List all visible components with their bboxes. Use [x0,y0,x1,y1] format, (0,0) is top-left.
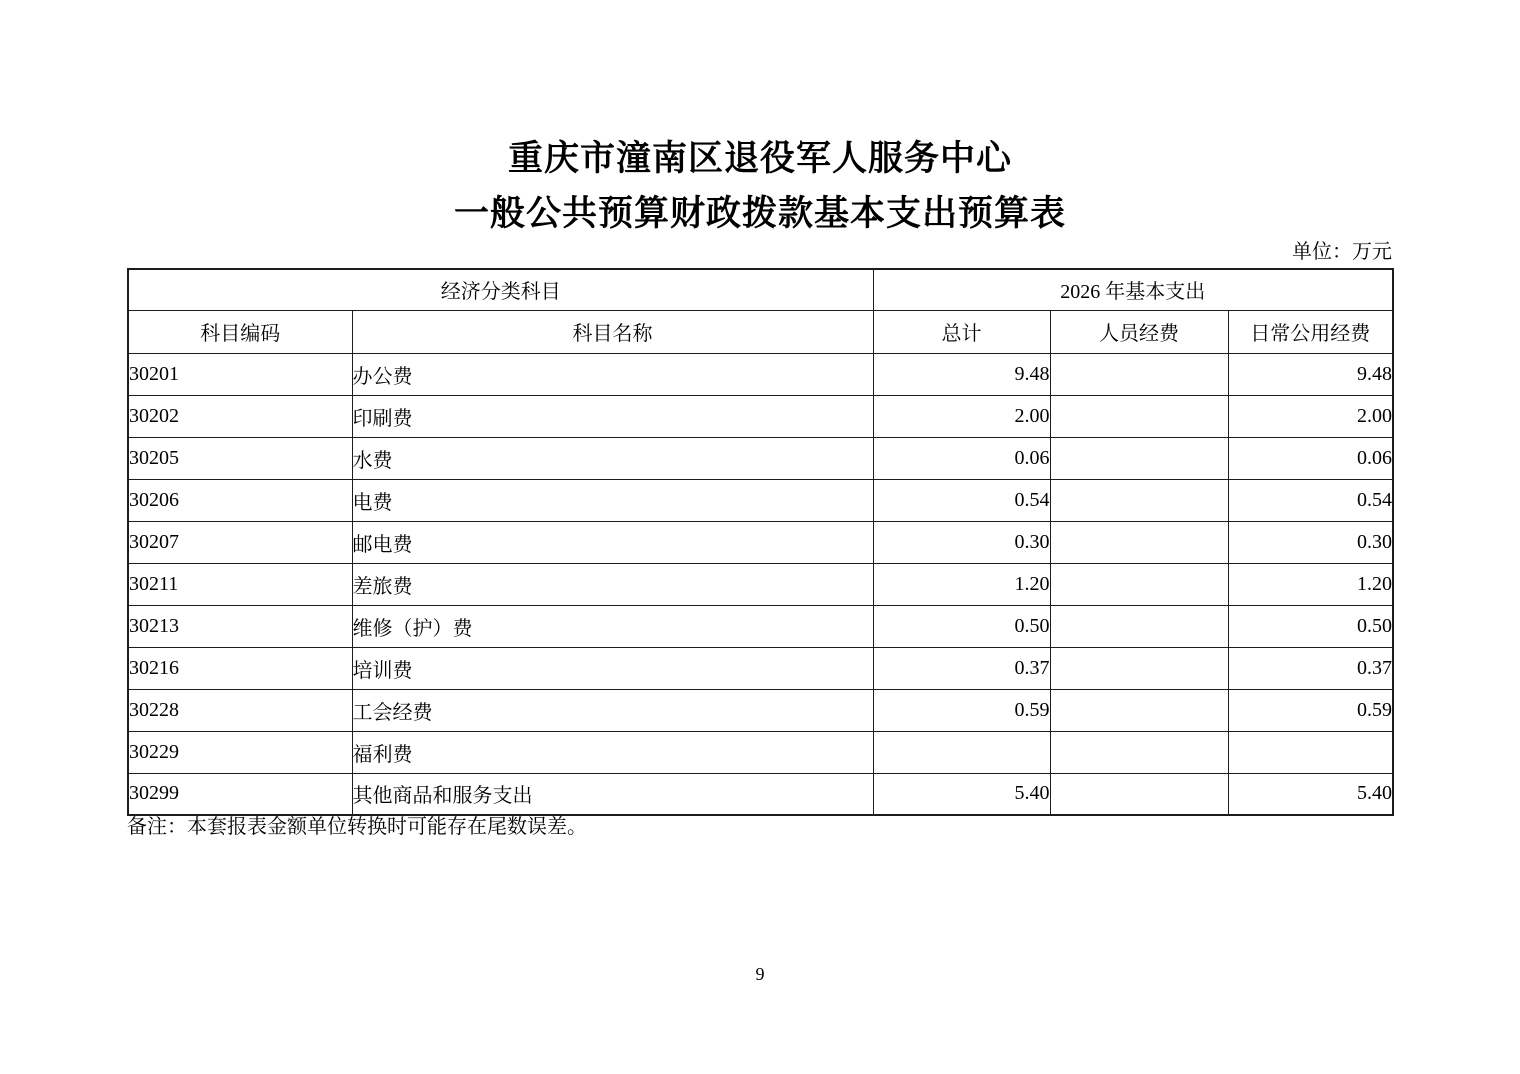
total-cell: 0.30 [873,521,1050,563]
daily-cell: 0.06 [1228,437,1393,479]
daily-cell [1228,731,1393,773]
total-cell: 0.59 [873,689,1050,731]
total-cell: 5.40 [873,773,1050,815]
personnel-cell [1050,437,1228,479]
column-header-total: 总计 [873,310,1050,353]
personnel-cell [1050,647,1228,689]
subject-name-cell: 维修（护）费 [352,605,873,647]
subject-name-cell: 其他商品和服务支出 [352,773,873,815]
page-number: 9 [755,964,765,984]
budget-table [127,268,1394,816]
subject-code-cell: 30228 [128,689,352,731]
table-row [128,479,1393,521]
column-header-daily-public-funds: 日常公用经费 [1228,310,1393,353]
daily-cell: 0.54 [1228,479,1393,521]
daily-cell: 0.30 [1228,521,1393,563]
table-row [128,773,1393,815]
daily-cell: 1.20 [1228,563,1393,605]
daily-cell: 9.48 [1228,353,1393,395]
subject-name-cell: 电费 [352,479,873,521]
column-header-subject-name: 科目名称 [352,310,873,353]
personnel-cell [1050,605,1228,647]
daily-cell: 5.40 [1228,773,1393,815]
subject-name-cell: 福利费 [352,731,873,773]
subject-code-cell: 30211 [128,563,352,605]
total-cell: 1.20 [873,563,1050,605]
subject-code-cell: 30299 [128,773,352,815]
subject-name-cell: 差旅费 [352,563,873,605]
total-cell: 0.54 [873,479,1050,521]
column-header-personnel-funds: 人员经费 [1050,310,1228,353]
personnel-cell [1050,479,1228,521]
table-row [128,563,1393,605]
group-header-economic-classification: 经济分类科目 [128,269,873,310]
subject-code-cell: 30229 [128,731,352,773]
personnel-cell [1050,353,1228,395]
personnel-cell [1050,395,1228,437]
subject-code-cell: 30206 [128,479,352,521]
personnel-cell [1050,773,1228,815]
personnel-cell [1050,731,1228,773]
subject-name-cell: 水费 [352,437,873,479]
table-row [128,731,1393,773]
daily-cell: 2.00 [1228,395,1393,437]
subject-code-cell: 30202 [128,395,352,437]
subject-code-cell: 30213 [128,605,352,647]
daily-cell: 0.59 [1228,689,1393,731]
personnel-cell [1050,563,1228,605]
document-title-line2: 一般公共预算财政拨款基本支出预算表 [453,194,1066,233]
table-group-header-row [128,269,1393,310]
table-row [128,395,1393,437]
subject-name-cell: 办公费 [352,353,873,395]
total-cell: 0.06 [873,437,1050,479]
table-row [128,521,1393,563]
subject-name-cell: 邮电费 [352,521,873,563]
total-cell [873,731,1050,773]
column-header-subject-code: 科目编码 [128,310,352,353]
personnel-cell [1050,689,1228,731]
total-cell: 9.48 [873,353,1050,395]
total-cell: 0.50 [873,605,1050,647]
subject-code-cell: 30207 [128,521,352,563]
table-row [128,353,1393,395]
daily-cell: 0.37 [1228,647,1393,689]
subject-name-cell: 培训费 [352,647,873,689]
table-column-header-row [128,310,1393,353]
unit-label: 单位：万元 [1292,241,1392,263]
group-header-basic-expenditure: 2026 年基本支出 [873,269,1393,310]
table-row [128,437,1393,479]
total-cell: 0.37 [873,647,1050,689]
table-row [128,647,1393,689]
table-row [128,605,1393,647]
subject-code-cell: 30216 [128,647,352,689]
subject-name-cell: 印刷费 [352,395,873,437]
subject-code-cell: 30201 [128,353,352,395]
footnote: 备注：本套报表金额单位转换时可能存在尾数误差。 [127,816,587,838]
daily-cell: 0.50 [1228,605,1393,647]
personnel-cell [1050,521,1228,563]
subject-name-cell: 工会经费 [352,689,873,731]
subject-code-cell: 30205 [128,437,352,479]
total-cell: 2.00 [873,395,1050,437]
table-row [128,689,1393,731]
document-title-line1: 重庆市潼南区退役军人服务中心 [507,139,1012,178]
